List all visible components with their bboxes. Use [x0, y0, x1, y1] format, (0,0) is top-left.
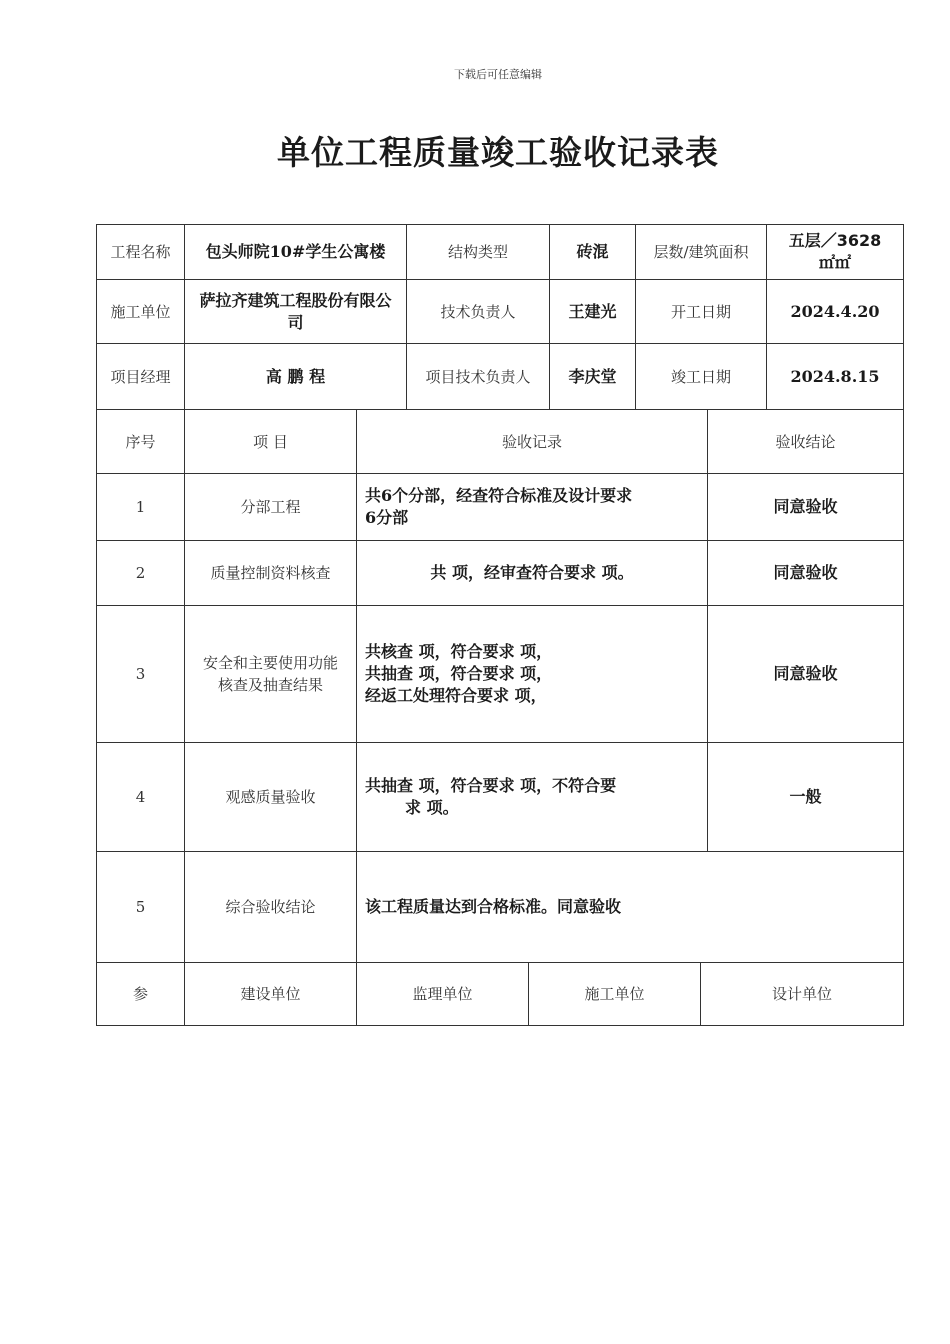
- header-no: 序号: [96, 409, 185, 474]
- row-4-record-line: 求 项。: [405, 798, 459, 817]
- header-note: 下载后可任意编辑: [454, 68, 542, 81]
- tech-lead-label: 技术负责人: [406, 279, 550, 344]
- row-4-no: 4: [96, 742, 185, 852]
- row-2-no: 2: [96, 540, 185, 606]
- row-5-no: 5: [96, 851, 185, 963]
- row-3-record-line: 共抽查 项，符合要求 项，: [365, 664, 553, 683]
- row-1-record-line: 6分部: [365, 508, 409, 527]
- row-5-record: 该工程质量达到合格标准。同意验收: [356, 851, 904, 963]
- row-2-item: 质量控制资料核查: [184, 540, 357, 606]
- project-manager-value: 高 鹏 程: [184, 343, 407, 410]
- row-5-item: 综合验收结论: [184, 851, 357, 963]
- start-date-value: 2024.4.20: [766, 279, 904, 344]
- row-4-record-line: 共抽查 项，符合要求 项，不符合要: [365, 776, 617, 795]
- contractor-value: 萨拉齐建筑工程股份有限公司: [184, 279, 407, 344]
- project-tech-lead-label: 项目技术负责人: [406, 343, 550, 410]
- floors-area-value: 五层／3628㎡㎡: [766, 224, 904, 280]
- structure-type-value: 砖混: [549, 224, 636, 280]
- design-unit-label: 设计单位: [700, 962, 904, 1026]
- project-name-value: 包头师院10#学生公寓楼: [184, 224, 407, 280]
- row-1-conclusion: 同意验收: [707, 473, 904, 541]
- finish-date-label: 竣工日期: [635, 343, 767, 410]
- row-3-record: [356, 605, 708, 743]
- project-manager-label: 项目经理: [96, 343, 185, 410]
- row-1-record-line: 共6个分部，经查符合标准及设计要求: [365, 486, 633, 505]
- floors-area-label: 层数/建筑面积: [635, 224, 767, 280]
- supervisor-unit-label: 监理单位: [356, 962, 529, 1026]
- tech-lead-value: 王建光: [549, 279, 636, 344]
- row-4-item: 观感质量验收: [184, 742, 357, 852]
- project-name-label: 工程名称: [96, 224, 185, 280]
- project-tech-lead-value: 李庆堂: [549, 343, 636, 410]
- header-record: 验收记录: [356, 409, 708, 474]
- participate-label: 参: [96, 962, 185, 1026]
- row-3-no: 3: [96, 605, 185, 743]
- row-1-item: 分部工程: [184, 473, 357, 541]
- construction-unit-label: 施工单位: [528, 962, 701, 1026]
- row-2-conclusion: 同意验收: [707, 540, 904, 606]
- row-4-conclusion: 一般: [707, 742, 904, 852]
- row-2-record: 共 项，经审查符合要求 项。: [356, 540, 708, 606]
- acceptance-record-table: [96, 224, 904, 1026]
- owner-unit-label: 建设单位: [184, 962, 357, 1026]
- row-1-record: [356, 473, 708, 541]
- contractor-label: 施工单位: [96, 279, 185, 344]
- row-4-record: [356, 742, 708, 852]
- start-date-label: 开工日期: [635, 279, 767, 344]
- row-3-record-line: 共核查 项，符合要求 项，: [365, 642, 553, 661]
- finish-date-value: 2024.8.15: [766, 343, 904, 410]
- header-conclusion: 验收结论: [707, 409, 904, 474]
- header-item: 项 目: [184, 409, 357, 474]
- document-title: 单位工程质量竣工验收记录表: [277, 133, 719, 172]
- structure-type-label: 结构类型: [406, 224, 550, 280]
- row-3-record-line: 经返工处理符合要求 项，: [365, 686, 547, 705]
- row-1-no: 1: [96, 473, 185, 541]
- row-3-conclusion: 同意验收: [707, 605, 904, 743]
- row-3-item: 安全和主要使用功能核查及抽查结果: [184, 605, 357, 743]
